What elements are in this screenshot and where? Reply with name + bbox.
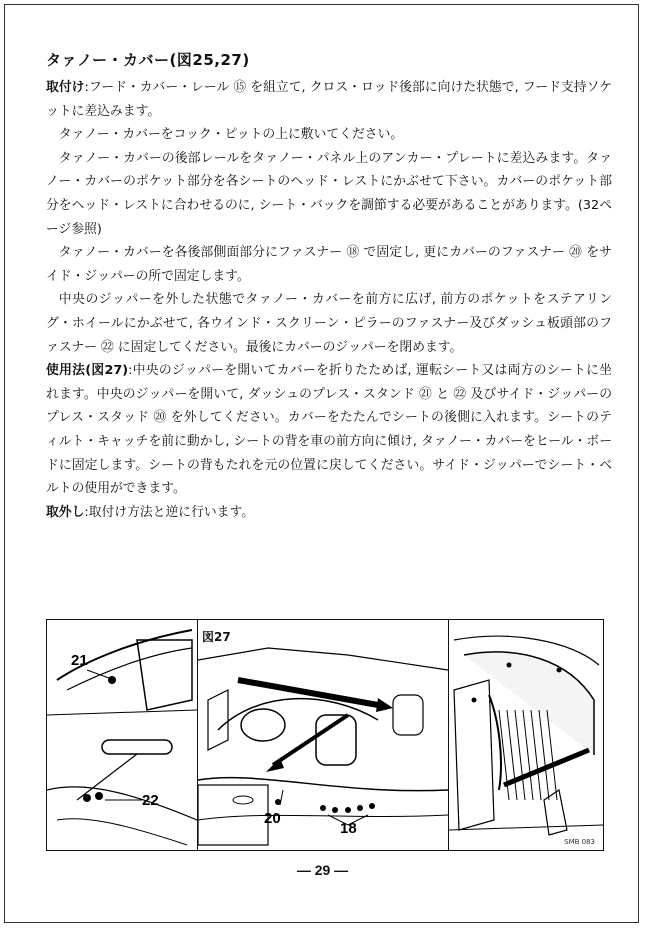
paragraph-3: タァノー・カバーの後部レールをタァノー・パネル上のアンカー・プレートに差込みます。タァノー・カバーのポケット部分を各シートのヘッド・レストにかぶせて下さい。カバーのポケット部分をヘッド・レストに合わせるのに, シート・バックを調節する必要があることがあります。(32ページ参照) — [46, 150, 612, 237]
cockpit-illustration — [198, 620, 448, 850]
section-heading: タァノー・カバー(図25,27) — [46, 51, 250, 69]
callout-18: 18 — [340, 820, 357, 837]
paragraph-usage — [46, 359, 612, 501]
windscreen-illustration — [47, 620, 197, 850]
label-install: 取付け — [46, 80, 85, 95]
label-removal: 取外し — [46, 504, 85, 520]
figure-27 — [46, 619, 604, 851]
paragraph-2: タァノー・カバーをコック・ピットの上に敷いてください。 — [58, 127, 404, 143]
label-usage: 使用法(図27) — [46, 363, 129, 379]
page-number: — 29 — — [296, 862, 349, 878]
paragraph-4: タァノー・カバーを各後部側面部分にファスナー ⑱ で固定し, 更にカバーのファスナー ⑳ をサイド・ジッパーの所で固定します。 — [46, 245, 612, 284]
figure-code: SMB 083 — [564, 838, 595, 846]
figure-panel-seat — [449, 620, 603, 850]
paragraph-5: 中央のジッパーを外した状態でタァノー・カバーを前方に広げ, 前方のポケットをステアリング・ホイールにかぶせて, 各ウインド・スクリーン・ピラーのファスナー及びダッシュ板頭部のファスナー ㉒ に固定してください。最後にカバーのジッパーを閉めます。 — [46, 292, 612, 355]
paragraph-removal — [46, 501, 612, 525]
text-install: :フード・カバー・レール ⑮ を組立て, クロス・ロッド後部に向けた状態で, フード支持ソケットに差込みます。 — [46, 80, 613, 119]
text-block — [46, 50, 612, 524]
figure-panel-windscreen — [47, 620, 197, 850]
callout-20: 20 — [264, 810, 281, 827]
seat-illustration — [449, 620, 603, 850]
text-usage: :中央のジッパーを開いてカバーを折りたためば, 運転シート又は両方のシートに坐れます。中央のジッパーを開いて, ダッシュのプレス・スタンド ㉑ と ㉒ 及びサイド・ジッパーのプレス・スタッド ⑳ を外してください。カバーをたたんでシートの後側に入れます。シートのティルト・キャッチを前に動かし, シートの背を車の前方向に傾け, タァノー・カバーをヒール・ボードに固定します。シートの背もたれを元の位置に戻してください。サイド・ジッパーでシート・ベルトの使用ができます。 — [46, 363, 612, 497]
callout-22: 22 — [142, 792, 159, 809]
text-removal: :取付け方法と逆に行います。 — [84, 504, 255, 520]
figure-panel-cockpit — [197, 620, 449, 850]
callout-21: 21 — [71, 652, 88, 669]
paragraph-install — [46, 76, 612, 123]
figure-title: 図27 — [202, 630, 231, 644]
